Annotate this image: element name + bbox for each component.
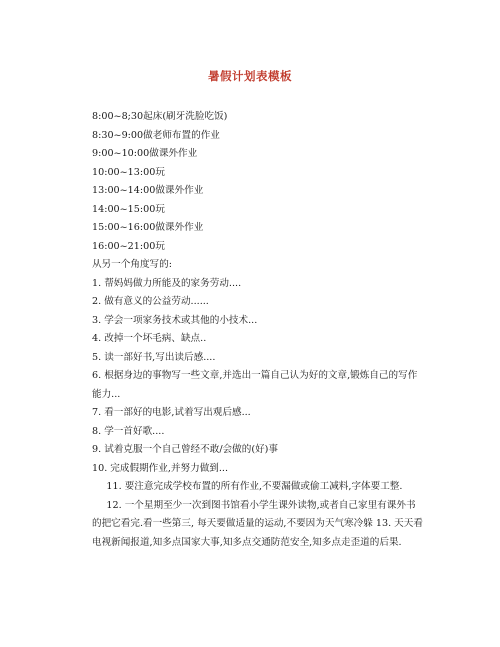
list-item: 8. 学一首好歌.... [92, 425, 165, 437]
schedule-line: 10:00~13:00玩 [92, 166, 165, 178]
intro-line: 从另一个角度写的: [92, 259, 172, 270]
schedule-line: 8:00~8;30起床(刷牙洗脸吃饭) [92, 111, 228, 122]
list-item: 2. 做有意义的公益劳动...... [92, 296, 209, 307]
list-item: 3. 学会一项家务技术或其他的小技术... [92, 314, 258, 326]
document-title: 暑假计划表模板 [208, 69, 292, 83]
list-item: 1. 帮妈妈做力所能及的家务劳动.... [92, 277, 242, 289]
list-item: 7. 看一部好的电影,试着写出观后感... [92, 407, 251, 418]
list-item: 4. 改掉一个坏毛病、缺点.. [92, 333, 207, 344]
schedule-line: 16:00~21:00玩 [92, 240, 165, 252]
list-item: 11. 要注意完成学校布置的所有作业,不要漏做或偷工减料,字体要工整. [106, 481, 403, 492]
list-item: 10. 完成假期作业,并努力做到... [92, 462, 229, 474]
schedule-line: 8:30~9:00做老师布置的作业 [92, 129, 220, 141]
list-item: 6. 根据身边的事物写一些文章,并选出一篇自己认为好的文章,锻炼自己的写作能力... [92, 370, 418, 400]
list-item: 5. 读一部好书,写出读后感.... [92, 351, 216, 363]
list-item: 12. 一个星期至少一次到图书馆看小学生课外读物,或者自己家里有课外书的把它看完.看一些第三, 每天要做适量的运动,不要因为天气寒冷躲 13. 天天看电视新闻报道,知多点国家大事,知多点交通防范安全,知多点走歪道的后果. [92, 499, 423, 548]
list-item: 9. 试着克服一个自己曾经不敢/会做的(好)事 [92, 444, 279, 455]
schedule-line: 9:00~10:00做课外作业 [92, 148, 198, 159]
schedule-line: 15:00~16:00做课外作业 [92, 222, 204, 233]
schedule-line: 13:00~14:00做课外作业 [92, 185, 204, 196]
schedule-line: 14:00~15:00玩 [92, 203, 165, 215]
document-body [92, 108, 424, 552]
